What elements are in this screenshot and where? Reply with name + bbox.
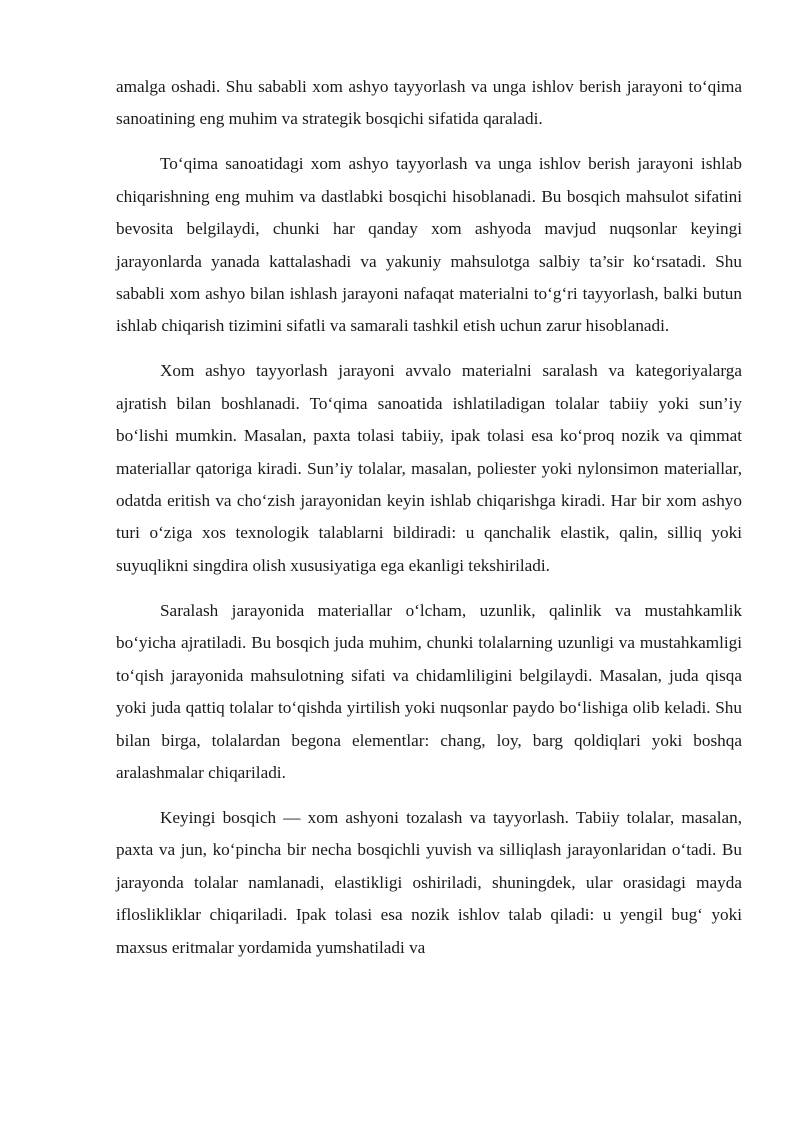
paragraph-continuation: amalga oshadi. Shu sababli xom ashyo tayyorlash va unga ishlov berish jarayoni to‘qima sanoatining eng muhim va strategik bosqichi sifatida qaraladi. xyxy=(116,77,742,129)
paragraph-sorting-categories: Xom ashyo tayyorlash jarayoni avvalo materialni saralash va kategoriyalarga ajratish bilan boshlanadi. To‘qima sanoatida ishlatiladigan tolalar tabiiy yoki sun’iy bo‘lishi mumkin. Masalan, paxta tolasi tabiiy, ipak tolasi esa ko‘proq nozik va qimmat materiallar qatoriga kiradi. Sun’iy tolalar, masalan, poliester yoki nylonsimon materiallar, odatda eritish va cho‘zish jarayonidan keyin ishlab chiqarishga kiradi. Har bir xom ashyo turi o‘ziga xos texnologik talablarni bildiradi: u qanchalik elastik, qalin, silliq yoki suyuqlikni singdira olish xususiyatiga ega ekanligi tekshiriladi. xyxy=(116,361,742,575)
paragraph-cleaning-stage: Keyingi bosqich — xom ashyoni tozalash va tayyorlash. Tabiiy tolalar, masalan, paxta va jun, ko‘pincha bir necha bosqichli yuvish va silliqlash jarayonlaridan o‘tadi. Bu jarayonda tolalar namlanadi, elastikligi oshiriladi, shuningdek, ular orasidagi mayda ifloslikliklar chiqariladi. Ipak tolasi esa nozik ishlov talab qiladi: u yengil bug‘ yoki maxsus eritmalar yordamida yumshatiladi va xyxy=(116,807,742,957)
paragraph-sorting-process: Saralash jarayonida materiallar o‘lcham, uzunlik, qalinlik va mustahkamlik bo‘yicha ajratiladi. Bu bosqich juda muhim, chunki tolalarning uzunligi va mustahkamligi to‘qish jarayonida mahsulotning sifati va chidamliligini belgilaydi. Masalan, juda qisqa yoki juda qattiq tolalar to‘qishda yirtilish yoki nuqsonlar paydo bo‘lishiga olib keladi. Shu bilan birga, tolalardan begona elementlar: chang, loy, barg qoldiqlari yoki boshqa aralashmalar chiqariladi. xyxy=(116,600,742,782)
paragraph-raw-material-preparation: To‘qima sanoatidagi xom ashyo tayyorlash va unga ishlov berish jarayoni ishlab chiqarishning eng muhim va dastlabki bosqichi hisoblanadi. Bu bosqich mahsulot sifatini bevosita belgilaydi, chunki har qanday xom ashyoda mavjud nuqsonlar keyingi jarayonlarda yanada kattalashadi va yakuniy mahsulotga salbiy ta’sir ko‘rsatadi. Shu sababli xom ashyo bilan ishlash jarayoni nafaqat materialni to‘g‘ri tayyorlash, balki butun ishlab chiqarish tizimini sifatli va samarali tashkil etish uchun zarur hisoblanadi. xyxy=(116,154,742,336)
body-text xyxy=(116,71,742,977)
